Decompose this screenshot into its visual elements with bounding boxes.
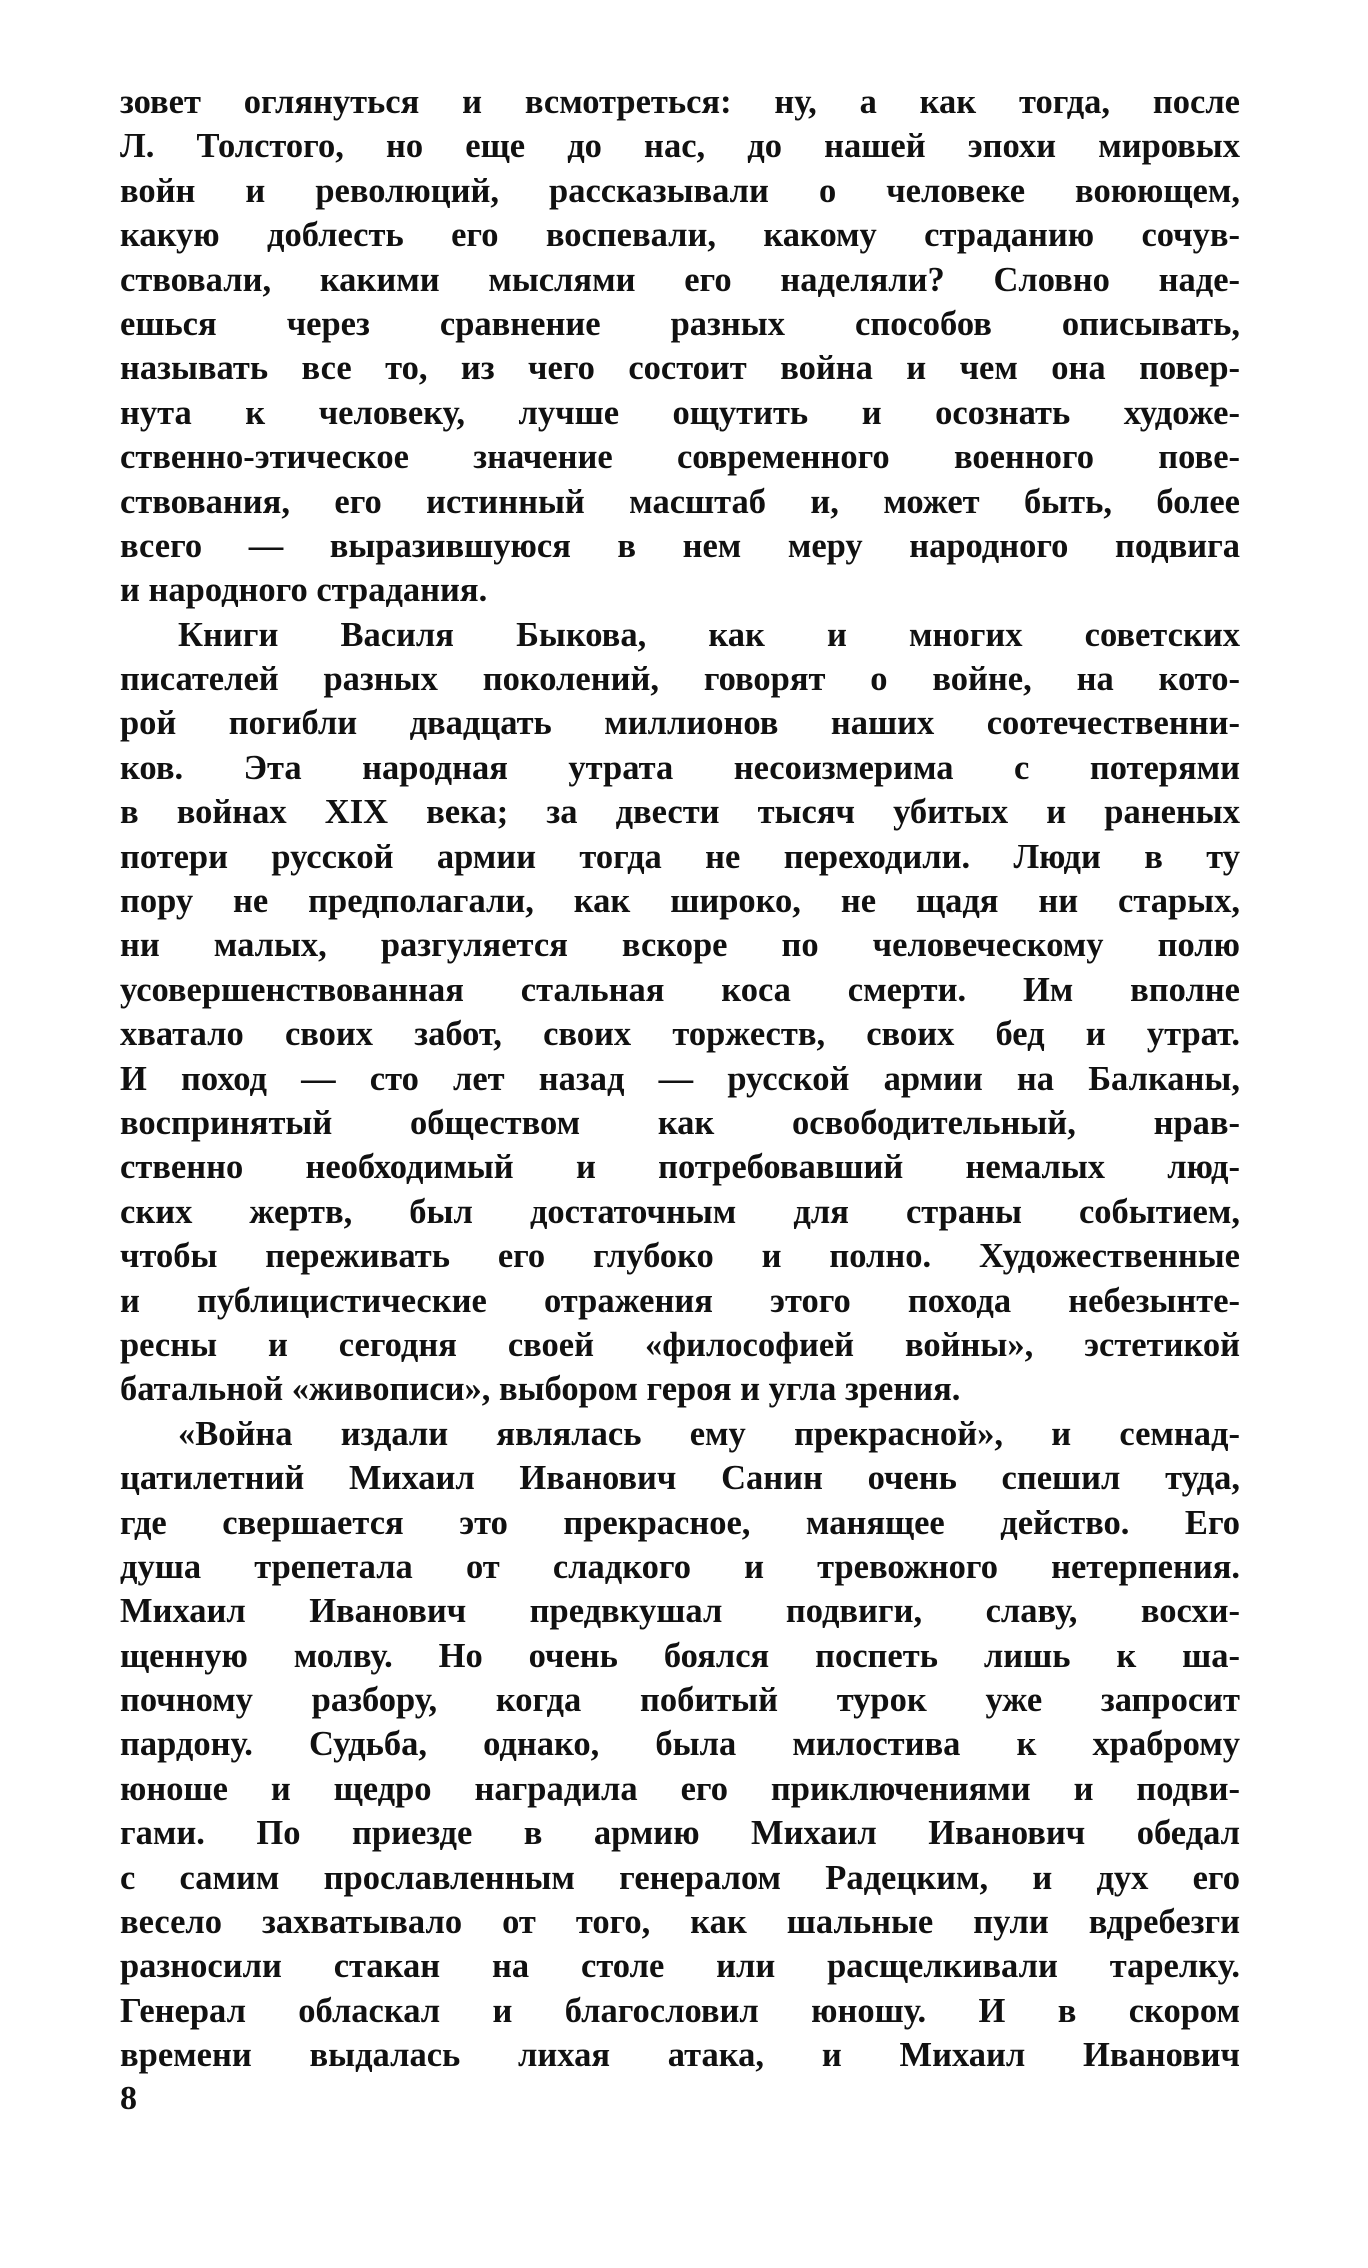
text-line: ни малых, разгуляется вскоре по человеческому полю — [120, 926, 1240, 965]
text-line: где свершается это прекрасное, манящее действо. Его — [120, 1503, 1240, 1542]
text-line: ствовали, какими мыслями его наделяли? Словно наде- — [120, 260, 1240, 299]
text-line: чтобы переживать его глубоко и полно. Художественные — [120, 1237, 1240, 1276]
paragraph-3 — [120, 1412, 1240, 2078]
text-line: ешься через сравнение разных способов описывать, — [120, 304, 1240, 343]
text-line: и народного страдания. — [120, 571, 488, 610]
text-line: усовершенствованная стальная коса смерти. Им вполне — [120, 970, 1240, 1009]
text-line: называть все то, из чего состоит война и чем она повер- — [120, 349, 1240, 388]
text-line: зовет оглянуться и всмотреться: ну, а как тогда, после — [120, 83, 1240, 121]
text-line: Михаил Иванович предвкушал подвиги, славу, восхи- — [120, 1592, 1240, 1631]
text-line: какую доблесть его воспевали, какому страданию сочув- — [120, 216, 1240, 255]
text-line: почному разбору, когда побитый турок уже запросит — [120, 1681, 1240, 1720]
text-line: пардону. Судьба, однако, была милостива к храброму — [120, 1725, 1240, 1764]
text-line: батальной «живописи», выбором героя и угла зрения. — [120, 1370, 961, 1409]
text-line: ственно необходимый и потребовавший немалых люд- — [120, 1148, 1240, 1187]
text-line: с самим прославленным генералом Радецким, и дух его — [120, 1858, 1240, 1897]
text-line: щенную молву. Но очень боялся поспеть лишь к ша- — [120, 1636, 1240, 1675]
text-line: хватало своих забот, своих торжеств, своих бед и утрат. — [120, 1015, 1240, 1054]
page-number: 8 — [120, 2080, 137, 2117]
text-line: времени выдалась лихая атака, и Михаил Иванович — [120, 2036, 1240, 2075]
text-line: юноше и щедро наградила его приключениями и подви- — [120, 1769, 1240, 1808]
text-line: пору не предполагали, как широко, не щадя ни старых, — [120, 882, 1240, 921]
text-line: Л. Толстого, но еще до нас, до нашей эпохи мировых — [120, 127, 1240, 166]
text-line: нута к человеку, лучше ощутить и осознать художе- — [120, 393, 1240, 432]
text-line: И поход — сто лет назад — русской армии на Балканы, — [120, 1059, 1240, 1098]
text-line: ков. Эта народная утрата несоизмерима с потерями — [120, 748, 1240, 787]
text-line: цатилетний Михаил Иванович Санин очень спешил туда, — [120, 1459, 1240, 1498]
text-line: и публицистические отражения этого похода небезынте- — [120, 1281, 1240, 1320]
text-line: воспринятый обществом как освободительный, нрав- — [120, 1103, 1240, 1142]
text-line: ственно-этическое значение современного военного пове- — [120, 438, 1240, 477]
text-line: разносили стакан на столе или расщелкивали тарелку. — [120, 1947, 1240, 1986]
text-line: ресны и сегодня своей «философией войны», эстетикой — [120, 1325, 1240, 1364]
text-line: весело захватывало от того, как шальные пули вдребезги — [120, 1903, 1240, 1942]
paragraph-2 — [120, 613, 1240, 1412]
text-line: «Война издали являлась ему прекрасной», и семнад- — [178, 1414, 1240, 1453]
text-line: писателей разных поколений, говорят о войне, на кото- — [120, 660, 1240, 699]
text-line: Генерал обласкал и благословил юношу. И в скором — [120, 1991, 1240, 2030]
text-line: Книги Василя Быкова, как и многих советских — [178, 615, 1240, 654]
text-line: войн и революций, рассказывали о человеке воюющем, — [120, 171, 1240, 210]
text-line: ствования, его истинный масштаб и, может быть, более — [120, 482, 1240, 521]
text-line: всего — выразившуюся в нем меру народного подвига — [120, 526, 1240, 565]
text-line: гами. По приезде в армию Михаил Иванович обедал — [120, 1814, 1240, 1853]
text-line: душа трепетала от сладкого и тревожного нетерпения. — [120, 1547, 1240, 1586]
page-text — [120, 80, 1240, 2078]
text-line: рой погибли двадцать миллионов наших соотечественни- — [120, 704, 1240, 743]
text-line: в войнах XIX века; за двести тысяч убитых и раненых — [120, 793, 1240, 832]
paragraph-1 — [120, 80, 1240, 613]
text-line: ских жертв, был достаточным для страны событием, — [120, 1192, 1240, 1231]
text-line: потери русской армии тогда не переходили. Люди в ту — [120, 837, 1240, 876]
